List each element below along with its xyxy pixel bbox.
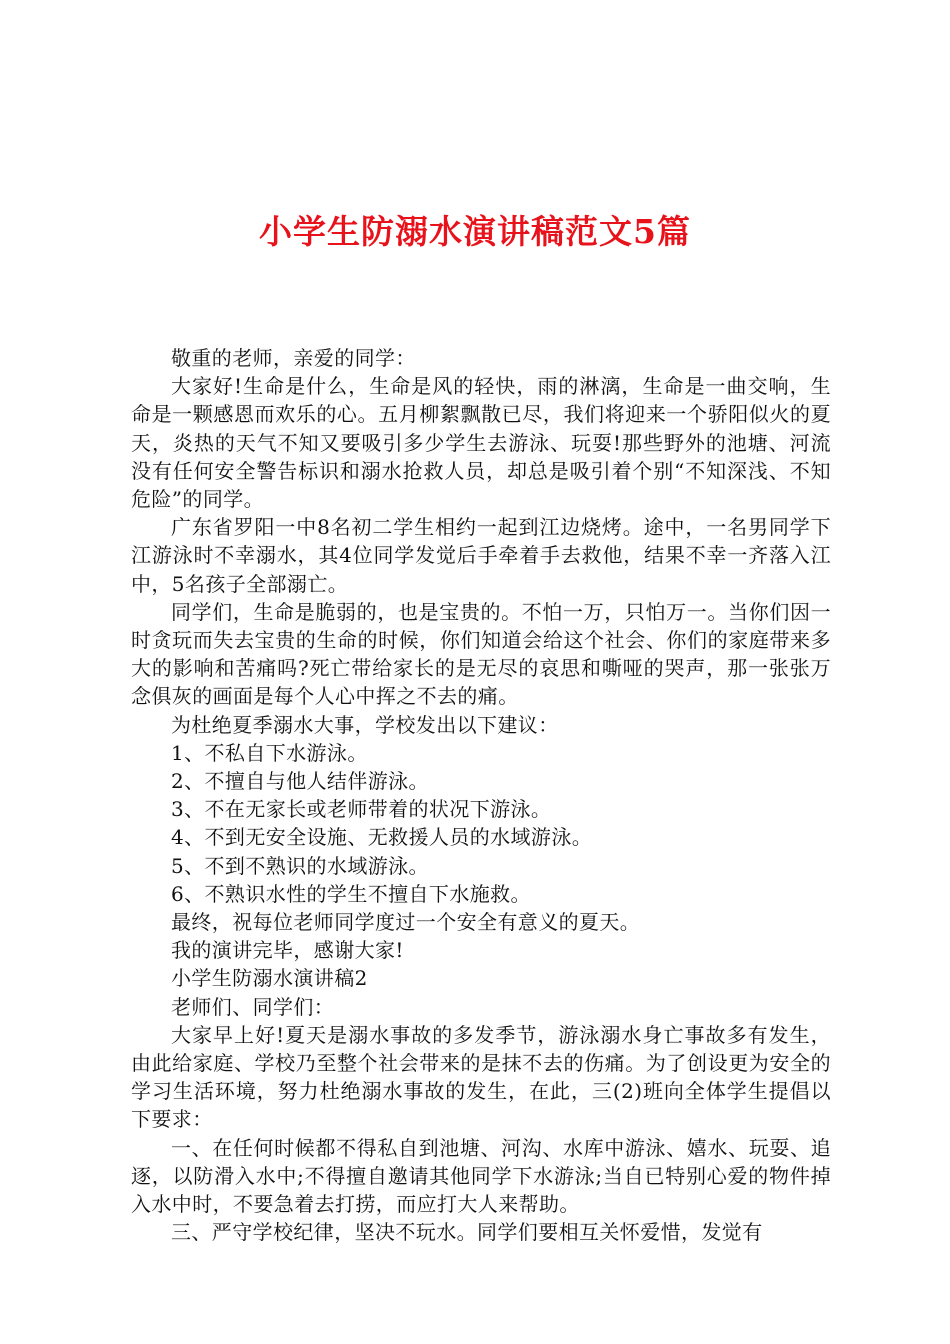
document-body (131, 344, 831, 1247)
list-item: 2、不擅自与他人结伴游泳。 (171, 769, 429, 794)
document-title: 小学生防溺水演讲稿范文5篇 (259, 212, 691, 251)
section-heading-speech-2: 小学生防溺水演讲稿2 (171, 966, 368, 991)
list-item: 1、不私自下水游泳。 (171, 740, 368, 765)
paragraph-suggestions-heading: 为杜绝夏季溺水大事，学校发出以下建议： (171, 712, 559, 737)
paragraph-salutation-2: 老师们、同学们： (171, 994, 335, 1019)
paragraph-closing: 我的演讲完毕，感谢大家! (171, 938, 404, 963)
paragraph-intro-2: 大家早上好!夏天是溺水事故的多发季节，游泳溺水身亡事故多有发生，由此给家庭、学校乃至整个社会带来的是抹不去的伤痛。为了创设更为安全的学习生活环境，努力杜绝溺水事故的发生，在此，三(2)班向全体学生提倡以下要求： (131, 1022, 831, 1132)
paragraph-case: 广东省罗阳一中8名初二学生相约一起到江边烧烤。途中，一名男同学下江游泳时不幸溺水，其4位同学发觉后手牵着手去救他，结果不幸一齐落入江中，5名孩子全部溺亡。 (131, 515, 831, 596)
paragraph-wishes: 最终，祝每位老师同学度过一个安全有意义的夏天。 (171, 910, 641, 935)
paragraph-salutation: 敬重的老师，亲爱的同学： (171, 346, 416, 370)
list-item: 6、不熟识水性的学生不擅自下水施救。 (171, 881, 531, 906)
paragraph-reflection: 同学们，生命是脆弱的，也是宝贵的。不怕一万，只怕万一。当你们因一时贪玩而失去宝贵的生命的时候，你们知道会给这个社会、你们的家庭带来多大的影响和苦痛吗?死亡带给家长的是无尽的哀思和嘶哑的哭声，那一张张万念俱灰的画面是每个人心中挥之不去的痛。 (131, 599, 831, 709)
list-item: 3、不在无家长或老师带着的状况下游泳。 (171, 797, 552, 822)
paragraph-rule-3: 三、严守学校纪律，坚决不玩水。同学们要相互关怀爱惜，发觉有 (171, 1220, 763, 1245)
paragraph-intro: 大家好!生命是什么，生命是风的轻快，雨的淋漓，生命是一曲交响，生命是一颗感恩而欢乐的心。五月柳絮飘散已尽，我们将迎来一个骄阳似火的夏天，炎热的天气不知又要吸引多少学生去游泳、玩耍!那些野外的池塘、河流没有任何安全警告标识和溺水抢救人员，却总是吸引着个别“不知深浅、不知危险”的同学。 (131, 374, 831, 512)
list-item: 4、不到无安全设施、无救援人员的水域游泳。 (171, 825, 593, 850)
list-item: 5、不到不熟识的水域游泳。 (171, 853, 429, 878)
paragraph-rule-1: 一、在任何时候都不得私自到池塘、河沟、水库中游泳、嬉水、玩耍、追逐，以防滑入水中;不得擅自邀请其他同学下水游泳;当自已特别心爱的物件掉入水中时，不要急着去打捞，而应打大人来帮助。 (131, 1135, 831, 1217)
